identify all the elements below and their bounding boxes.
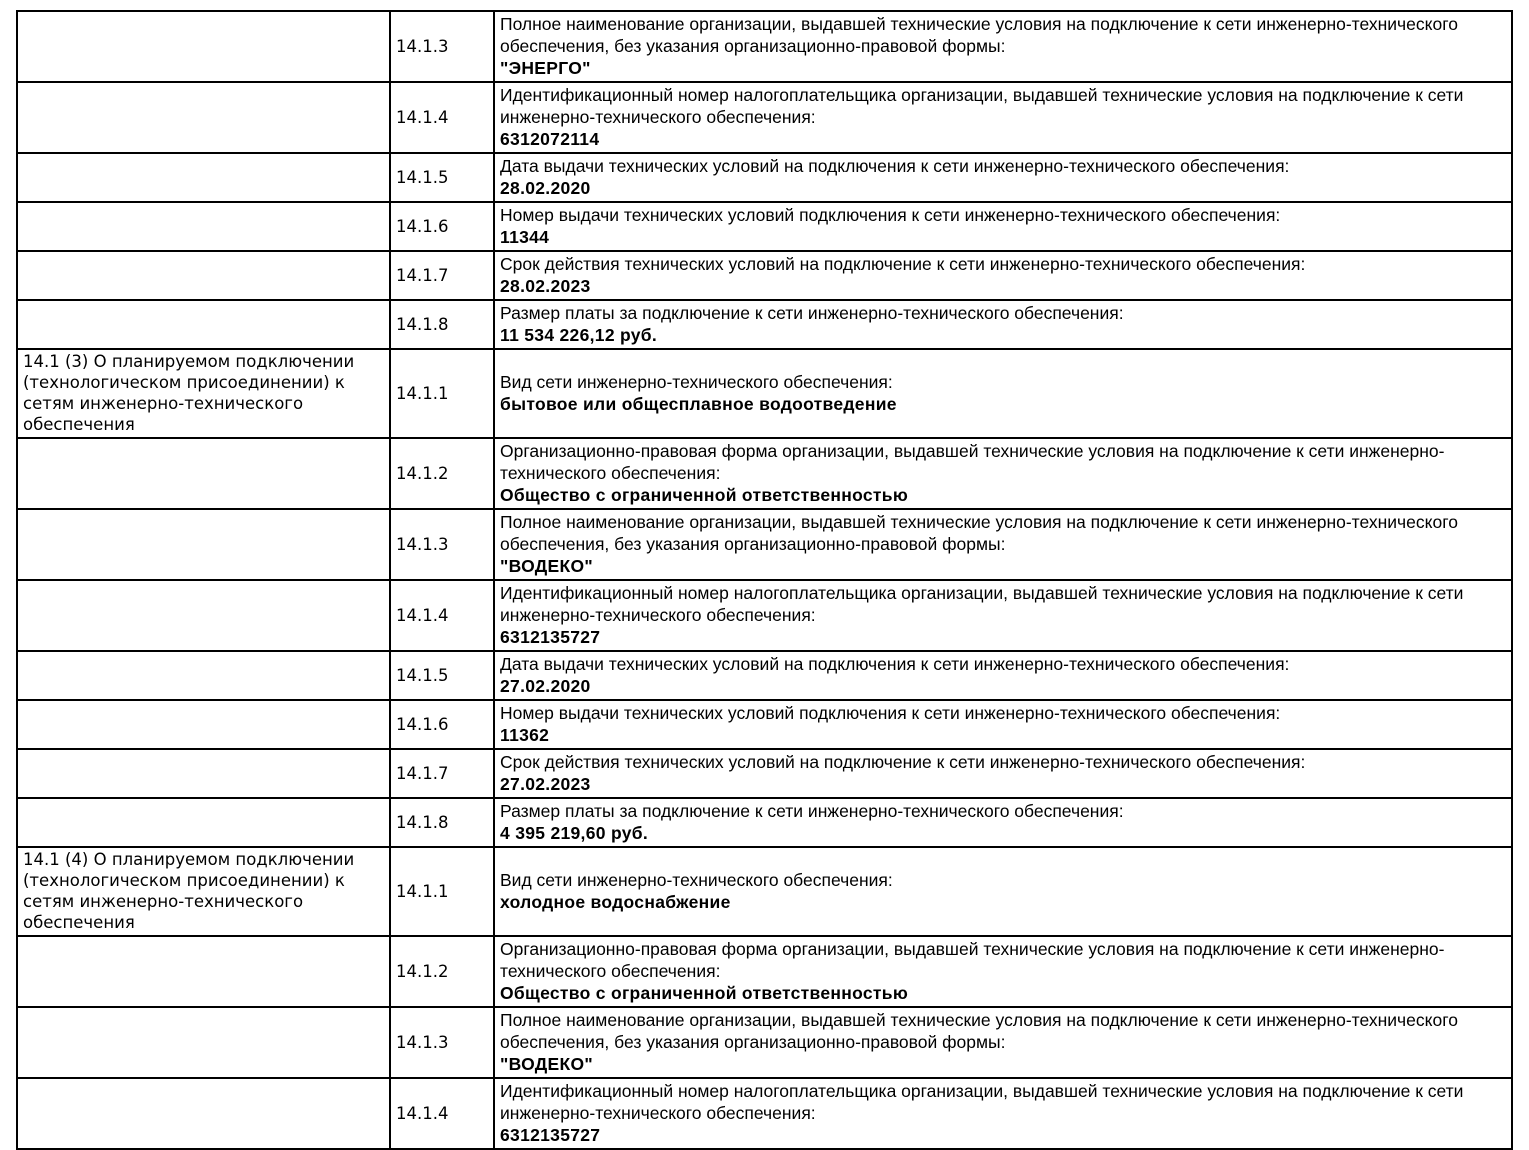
table-row: [17, 1007, 1512, 1078]
table-row: [17, 300, 1512, 349]
row-code: 14.1.1: [390, 847, 494, 936]
section-empty-cell: [17, 11, 390, 82]
row-code: 14.1.2: [390, 936, 494, 1007]
section-empty-cell: [17, 153, 390, 202]
field-label: Полное наименование организации, выдавшей технические условия на подключение к сети инженерно-технического обеспечения, без указания организационно-правовой формы:: [500, 14, 1458, 56]
row-code: 14.1.4: [390, 82, 494, 153]
table-row: [17, 798, 1512, 847]
table-row: [17, 651, 1512, 700]
row-code: 14.1.4: [390, 1078, 494, 1149]
field-value: 11344: [500, 227, 550, 247]
field-value: 6312135727: [500, 1125, 601, 1145]
field-value: "ВОДЕКО": [500, 556, 594, 576]
table-row: [17, 82, 1512, 153]
field-label: Номер выдачи технических условий подключения к сети инженерно-технического обеспечения:: [500, 703, 1281, 723]
row-content-cell: [494, 509, 1512, 580]
table-row: [17, 153, 1512, 202]
field-label: Идентификационный номер налогоплательщика организации, выдавшей технические условия на подключение к сети инженерно-технического обеспечения:: [500, 583, 1464, 625]
field-value: 11362: [500, 725, 550, 745]
table-row: [17, 1078, 1512, 1149]
field-label: Вид сети инженерно-технического обеспечения:: [500, 372, 893, 392]
row-code: 14.1.7: [390, 251, 494, 300]
section-header-cell: 14.1 (4) О планируемом подключении (технологическом присоединении) к сетям инженерно-технического обеспечения: [17, 847, 390, 936]
row-content-cell: [494, 1007, 1512, 1078]
table-row: [17, 202, 1512, 251]
table-row: [17, 509, 1512, 580]
field-label: Организационно-правовая форма организации, выдавшей технические условия на подключение к сети инженерно-технического обеспечения:: [500, 441, 1445, 483]
section-empty-cell: [17, 82, 390, 153]
table-row: [17, 700, 1512, 749]
row-code: 14.1.3: [390, 509, 494, 580]
section-empty-cell: [17, 936, 390, 1007]
field-value: Общество с ограниченной ответственностью: [500, 983, 909, 1003]
row-code: 14.1.8: [390, 798, 494, 847]
row-code: 14.1.7: [390, 749, 494, 798]
field-value: "ЭНЕРГО": [500, 58, 591, 78]
field-value: 28.02.2020: [500, 178, 591, 198]
table-row: [17, 847, 1512, 936]
row-content-cell: [494, 798, 1512, 847]
field-label: Вид сети инженерно-технического обеспечения:: [500, 870, 893, 890]
row-content-cell: [494, 847, 1512, 936]
table-row: [17, 580, 1512, 651]
field-label: Срок действия технических условий на подключение к сети инженерно-технического обеспечения:: [500, 254, 1306, 274]
row-code: 14.1.6: [390, 700, 494, 749]
table-row: [17, 251, 1512, 300]
section-header-cell: 14.1 (3) О планируемом подключении (технологическом присоединении) к сетям инженерно-технического обеспечения: [17, 349, 390, 438]
table-row: [17, 749, 1512, 798]
row-content-cell: [494, 202, 1512, 251]
row-code: 14.1.6: [390, 202, 494, 251]
field-value: "ВОДЕКО": [500, 1054, 594, 1074]
field-value: 4 395 219,60 руб.: [500, 823, 649, 843]
section-empty-cell: [17, 251, 390, 300]
section-empty-cell: [17, 438, 390, 509]
field-label: Дата выдачи технических условий на подключения к сети инженерно-технического обеспечения:: [500, 654, 1290, 674]
declaration-table: [16, 10, 1513, 1150]
row-code: 14.1.3: [390, 11, 494, 82]
row-content-cell: [494, 438, 1512, 509]
field-value: 11 534 226,12 руб.: [500, 325, 658, 345]
field-value: холодное водоснабжение: [500, 892, 731, 912]
section-empty-cell: [17, 1078, 390, 1149]
field-value: 27.02.2020: [500, 676, 591, 696]
field-value: 28.02.2023: [500, 276, 591, 296]
row-code: 14.1.3: [390, 1007, 494, 1078]
row-content-cell: [494, 936, 1512, 1007]
field-label: Организационно-правовая форма организации, выдавшей технические условия на подключение к сети инженерно-технического обеспечения:: [500, 939, 1445, 981]
row-code: 14.1.4: [390, 580, 494, 651]
row-code: 14.1.5: [390, 153, 494, 202]
section-empty-cell: [17, 798, 390, 847]
section-empty-cell: [17, 300, 390, 349]
field-label: Полное наименование организации, выдавшей технические условия на подключение к сети инженерно-технического обеспечения, без указания организационно-правовой формы:: [500, 1010, 1458, 1052]
row-content-cell: [494, 580, 1512, 651]
row-content-cell: [494, 700, 1512, 749]
section-empty-cell: [17, 749, 390, 798]
table-row: [17, 11, 1512, 82]
row-content-cell: [494, 349, 1512, 438]
section-empty-cell: [17, 700, 390, 749]
section-empty-cell: [17, 580, 390, 651]
section-empty-cell: [17, 1007, 390, 1078]
field-value: 6312072114: [500, 129, 600, 149]
table-row: [17, 349, 1512, 438]
field-value: Общество с ограниченной ответственностью: [500, 485, 909, 505]
section-empty-cell: [17, 509, 390, 580]
declaration-table-body: [17, 11, 1512, 1149]
row-code: 14.1.8: [390, 300, 494, 349]
row-content-cell: [494, 1078, 1512, 1149]
row-code: 14.1.2: [390, 438, 494, 509]
row-content-cell: [494, 300, 1512, 349]
field-label: Дата выдачи технических условий на подключения к сети инженерно-технического обеспечения:: [500, 156, 1290, 176]
row-code: 14.1.5: [390, 651, 494, 700]
row-content-cell: [494, 82, 1512, 153]
table-row: [17, 936, 1512, 1007]
field-label: Срок действия технических условий на подключение к сети инженерно-технического обеспечения:: [500, 752, 1306, 772]
section-empty-cell: [17, 651, 390, 700]
field-value: бытовое или общесплавное водоотведение: [500, 394, 897, 414]
field-value: 27.02.2023: [500, 774, 591, 794]
field-label: Размер платы за подключение к сети инженерно-технического обеспечения:: [500, 303, 1124, 323]
row-content-cell: [494, 251, 1512, 300]
field-label: Полное наименование организации, выдавшей технические условия на подключение к сети инженерно-технического обеспечения, без указания организационно-правовой формы:: [500, 512, 1458, 554]
field-label: Идентификационный номер налогоплательщика организации, выдавшей технические условия на подключение к сети инженерно-технического обеспечения:: [500, 85, 1464, 127]
table-row: [17, 438, 1512, 509]
field-label: Размер платы за подключение к сети инженерно-технического обеспечения:: [500, 801, 1124, 821]
row-content-cell: [494, 749, 1512, 798]
field-value: 6312135727: [500, 627, 601, 647]
section-empty-cell: [17, 202, 390, 251]
row-content-cell: [494, 153, 1512, 202]
field-label: Идентификационный номер налогоплательщика организации, выдавшей технические условия на подключение к сети инженерно-технического обеспечения:: [500, 1081, 1464, 1123]
row-content-cell: [494, 651, 1512, 700]
row-code: 14.1.1: [390, 349, 494, 438]
field-label: Номер выдачи технических условий подключения к сети инженерно-технического обеспечения:: [500, 205, 1281, 225]
row-content-cell: [494, 11, 1512, 82]
